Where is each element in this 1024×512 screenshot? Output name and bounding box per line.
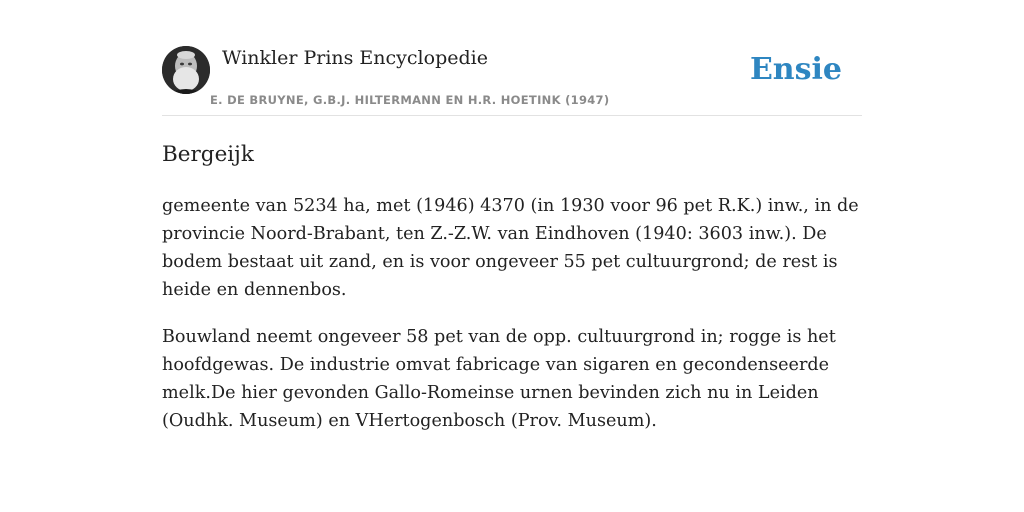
article-body (162, 192, 862, 454)
site-title[interactable]: Winkler Prins Encyclopedie (222, 47, 488, 69)
article-paragraph: Bouwland neemt ongeveer 58 pet van de opp. cultuurgrond in; rogge is het hoofdgewas. De industrie omvat fabricage van sigaren en gecondenseerde melk.De hier gevonden Gallo-Romeinse urnen bevinden zich nu in Leiden (Oudhk. Museum) en VHertogenbosch (Prov. Museum). (162, 327, 836, 431)
authors-subtitle: E. DE BRUYNE, G.B.J. HILTERMANN EN H.R. HOETINK (1947) (210, 93, 610, 107)
article-title: Bergeijk (162, 142, 254, 167)
author-avatar (162, 46, 210, 94)
header (162, 46, 862, 116)
bearded-man-portrait-icon (162, 46, 210, 94)
brand-logo-link[interactable]: Ensie (749, 52, 842, 87)
article-paragraph: gemeente van 5234 ha, met (1946) 4370 (in 1930 voor 96 pet R.K.) inw., in de provincie Noord-Brabant, ten Z.-Z.W. van Eindhoven (1940: 3603 inw.). De bodem bestaat uit zand, en is voor ongeveer 55 pet cultuurgrond; de rest is heide en dennenbos. (162, 196, 859, 300)
